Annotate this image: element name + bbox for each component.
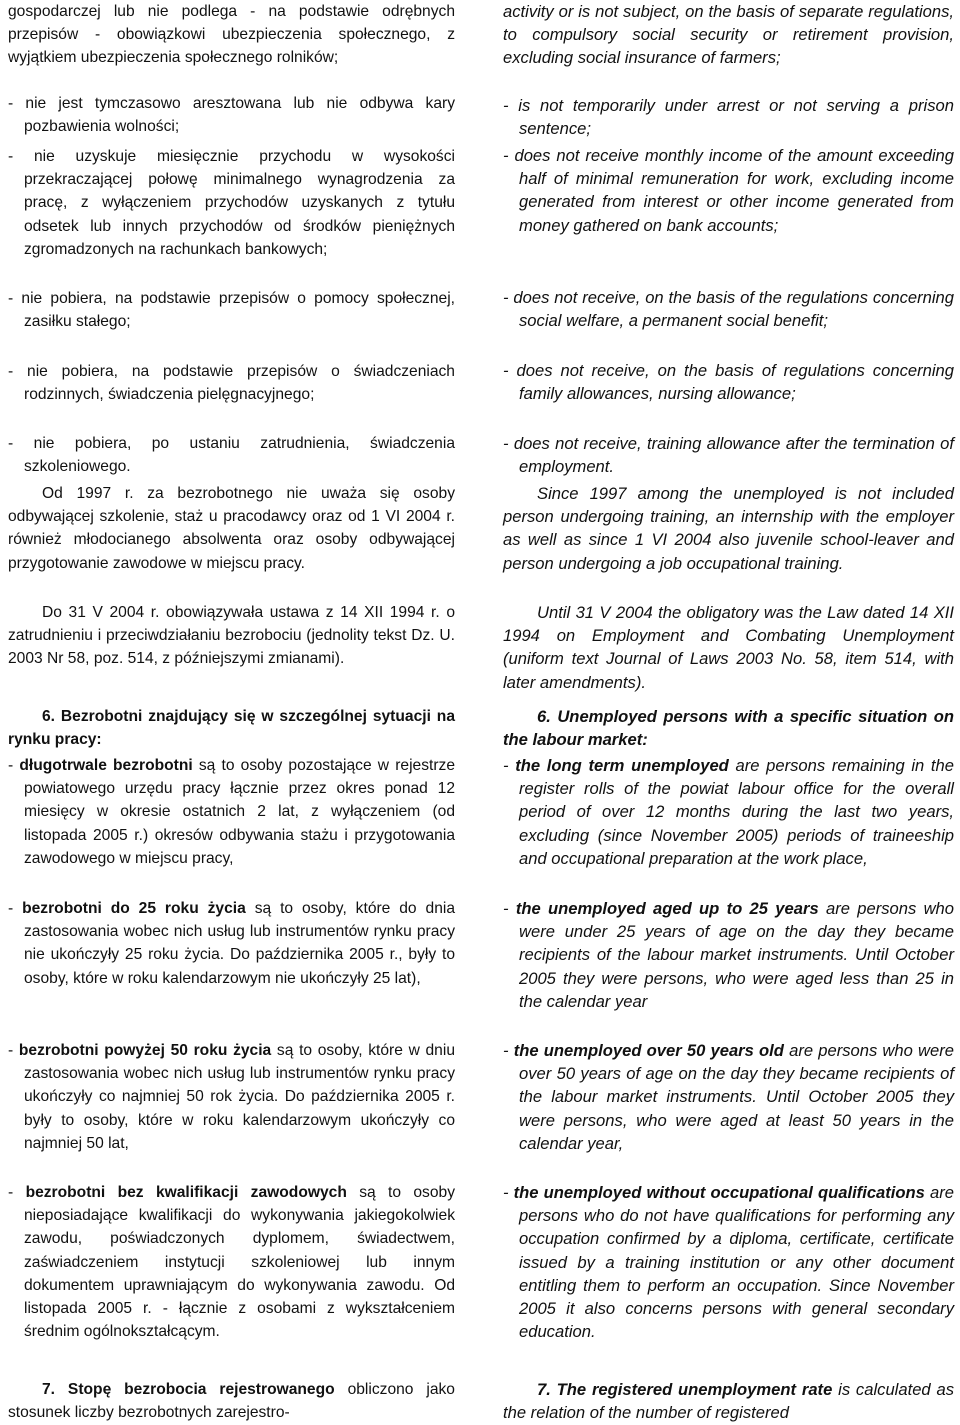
pl-term-over-50: bezrobotni powyżej 50 roku życia [18,1042,272,1059]
pl-item-long-term [8,754,455,870]
pl-term-under-25: bezrobotni do 25 roku życia [22,900,246,917]
en-item-training-allowance: - does not receive, training allowance after the termination of employment. [503,434,954,477]
pl-item-under-25 [8,897,455,990]
dash-marker: - [8,1184,26,1201]
en-term-no-qualifications: the unemployed without occupational qualifications [513,1183,925,1202]
pl-term-no-qualifications: bezrobotni bez kwalifikacji zawodowych [25,1184,347,1201]
pl-paragraph-1997: Od 1997 r. za bezrobotnego nie uważa się osoby odbywającej szkolenie, staż u pracodawcy oraz od 1 VI 2004 r. również młodocianego absolwenta oraz osoby odbywającej przygotowanie zawodowe w miejscu pracy. [8,485,455,572]
pl-desc-unemployment-rate: obliczono jako stosunek liczby bezrobotnych zarejestro- [8,1381,455,1422]
pl-item-income: - nie uzyskuje miesięcznie przychodu w wysokości przekraczającej połowę minimalnego wynagrodzenia za pracę, z wyłączeniem przychodów uzyskanych z tytułu odsetek lub innych przychodów od środków pieniężnych zgromadzonych na rachunkach bankowych; [8,148,455,258]
en-item-family-allowance: - does not receive, on the basis of regulations concerning family allowances, nursing allowance; [503,361,954,404]
pl-desc-over-50: są to osoby, które w dniu zastosowania wobec nich usług lub instrumentów rynku pracy ukończyły co najmniej 50 rok życia. Do października 2005 r. były to osoby, które w roku kalendarzowym ukończyły co najmniej 50 lat, [24,1042,455,1152]
dash-marker: - [503,1183,514,1202]
pl-desc-no-qualifications: są to osoby nieposiadające kwalifikacji do wykonywania jakiegokolwiek zawodu, poświadczonych dyplomem, świadectwem, zaświadczeniem instytucji szkoleniowej lub innym dokumentem uprawniającym do wykonywania zawodu. Od listopada 2005 r. - łącznie z osobami z wykształceniem średnim ogólnokształcącym. [24,1184,456,1341]
en-term-long-term: the long term unemployed [515,756,729,775]
pl-heading-section-6: 6. Bezrobotni znajdujący się w szczególnej sytuacji na rynku pracy: [8,708,455,749]
en-item-under-25 [503,897,954,1013]
pl-item-over-50 [8,1039,455,1155]
en-desc-under-25: are persons who were under 25 years of age on the day they became recipients of the labour market instruments. Until October 2005 they were persons, who were aged less than 25 in the calendar year [519,899,955,1011]
en-desc-long-term: are persons remaining in the register rolls of the powiat labour office for the overall period of over 12 months during the last two years, excluding (since November 2005) periods of traineeship and occupational preparation at the work place, [519,756,954,868]
en-paragraph-intro: activity or is not subject, on the basis of separate regulations, to compulsory social security or retirement provision, excluding social insurance of farmers; [503,2,954,68]
dash-marker: - [8,900,23,917]
dash-marker: - [503,899,516,918]
pl-desc-under-25: są to osoby, które do dnia zastosowania wobec nich usług lub instrumentów rynku pracy nie ukończyły 25 roku życia. Do października 2005 r., były to osoby, które w roku kalendarzowym nie ukończyły 25 lat), [24,900,455,987]
en-desc-over-50: are persons who were over 50 years of age on the day they became recipients of the labour market instruments. Until October 2005 they were persons, who were aged at least 50 years in the calendar year, [519,1041,955,1153]
pl-item-no-qualifications [8,1181,455,1343]
dash-marker: - [503,756,516,775]
en-paragraph-2004-law: Until 31 V 2004 the obligatory was the Law dated 14 XII 1994 on Employment and Combating Unemployment (uniform text Journal of Laws 2003 No. 58, item 514, with later amendments). [503,603,954,692]
pl-item-arrest: - nie jest tymczasowo aresztowana lub nie odbywa kary pozbawienia wolności; [8,95,455,136]
pl-item-training-allowance: - nie pobiera, po ustaniu zatrudnienia, świadczenia szkoleniowego. [8,435,455,476]
pl-item-family-allowance: - nie pobiera, na podstawie przepisów o świadczeniach rodzinnych, świadczenia pielęgnacyjnego; [8,363,455,404]
en-item-no-qualifications [503,1181,954,1343]
en-item-long-term [503,754,954,870]
pl-paragraph-2004-law: Do 31 V 2004 r. obowiązywała ustawa z 14 XII 1994 r. o zatrudnieniu i przeciwdziałaniu bezrobociu (jednolity tekst Dz. U. 2003 Nr 58, poz. 514, z późniejszymi zmianami). [8,604,455,668]
pl-desc-long-term: są to osoby pozostające w rejestrze powiatowego urzędu pracy łącznie przez okres ponad 12 miesięcy w okresie ostatnich 2 lat, z wyłączeniem (od listopada 2005 r.) okresów odbywania stażu i przygotowania zawodowego w miejscu pracy, [24,757,456,867]
en-desc-unemployment-rate: is calculated as the relation of the number of registered [503,1380,954,1423]
pl-item-social-benefit: - nie pobiera, na podstawie przepisów o pomocy społecznej, zasiłku stałego; [8,290,455,331]
en-item-income: - does not receive monthly income of the amount exceeding half of minimal remuneration for work, excluding income generated from interest or other income generated from money gathered on bank accounts; [503,146,954,235]
en-desc-no-qualifications: are persons who do not have qualifications for performing any occupation confirmed by a diploma, certificate, certificate issued by a training institution or any other document entitling them to perform an occupation. Since November 2005 it also concerns persons with general secondary education. [519,1183,955,1342]
en-item-social-benefit: - does not receive, on the basis of the regulations concerning social welfare, a permanent social benefit; [503,288,954,331]
dash-marker: - [8,1042,19,1059]
en-paragraph-1997: Since 1997 among the unemployed is not included person undergoing training, an internship with the employer as well as since 1 VI 2004 also juvenile school-leaver and person undergoing a job occupational training. [503,484,954,573]
en-item-arrest: - is not temporarily under arrest or not serving a prison sentence; [503,96,954,139]
en-item-over-50 [503,1039,954,1155]
dash-marker: - [8,757,20,774]
pl-paragraph-intro: gospodarczej lub nie podlega - na podstawie odrębnych przepisów - obowiązkowi ubezpieczenia społecznego, z wyjątkiem ubezpieczenia społecznego rolników; [8,3,455,67]
pl-term-long-term: długotrwale bezrobotni [19,757,193,774]
en-heading-section-6: 6. Unemployed persons with a specific situation on the labour market: [503,707,954,750]
en-term-under-25: the unemployed aged up to 25 years [515,899,819,918]
en-term-unemployment-rate: 7. The registered unemployment rate [537,1380,833,1399]
en-term-over-50: the unemployed over 50 years old [513,1041,784,1060]
pl-term-unemployment-rate: 7. Stopę bezrobocia rejestrowanego [42,1381,335,1398]
en-paragraph-section-7 [503,1378,954,1424]
dash-marker: - [503,1041,514,1060]
pl-paragraph-section-7 [8,1378,455,1424]
